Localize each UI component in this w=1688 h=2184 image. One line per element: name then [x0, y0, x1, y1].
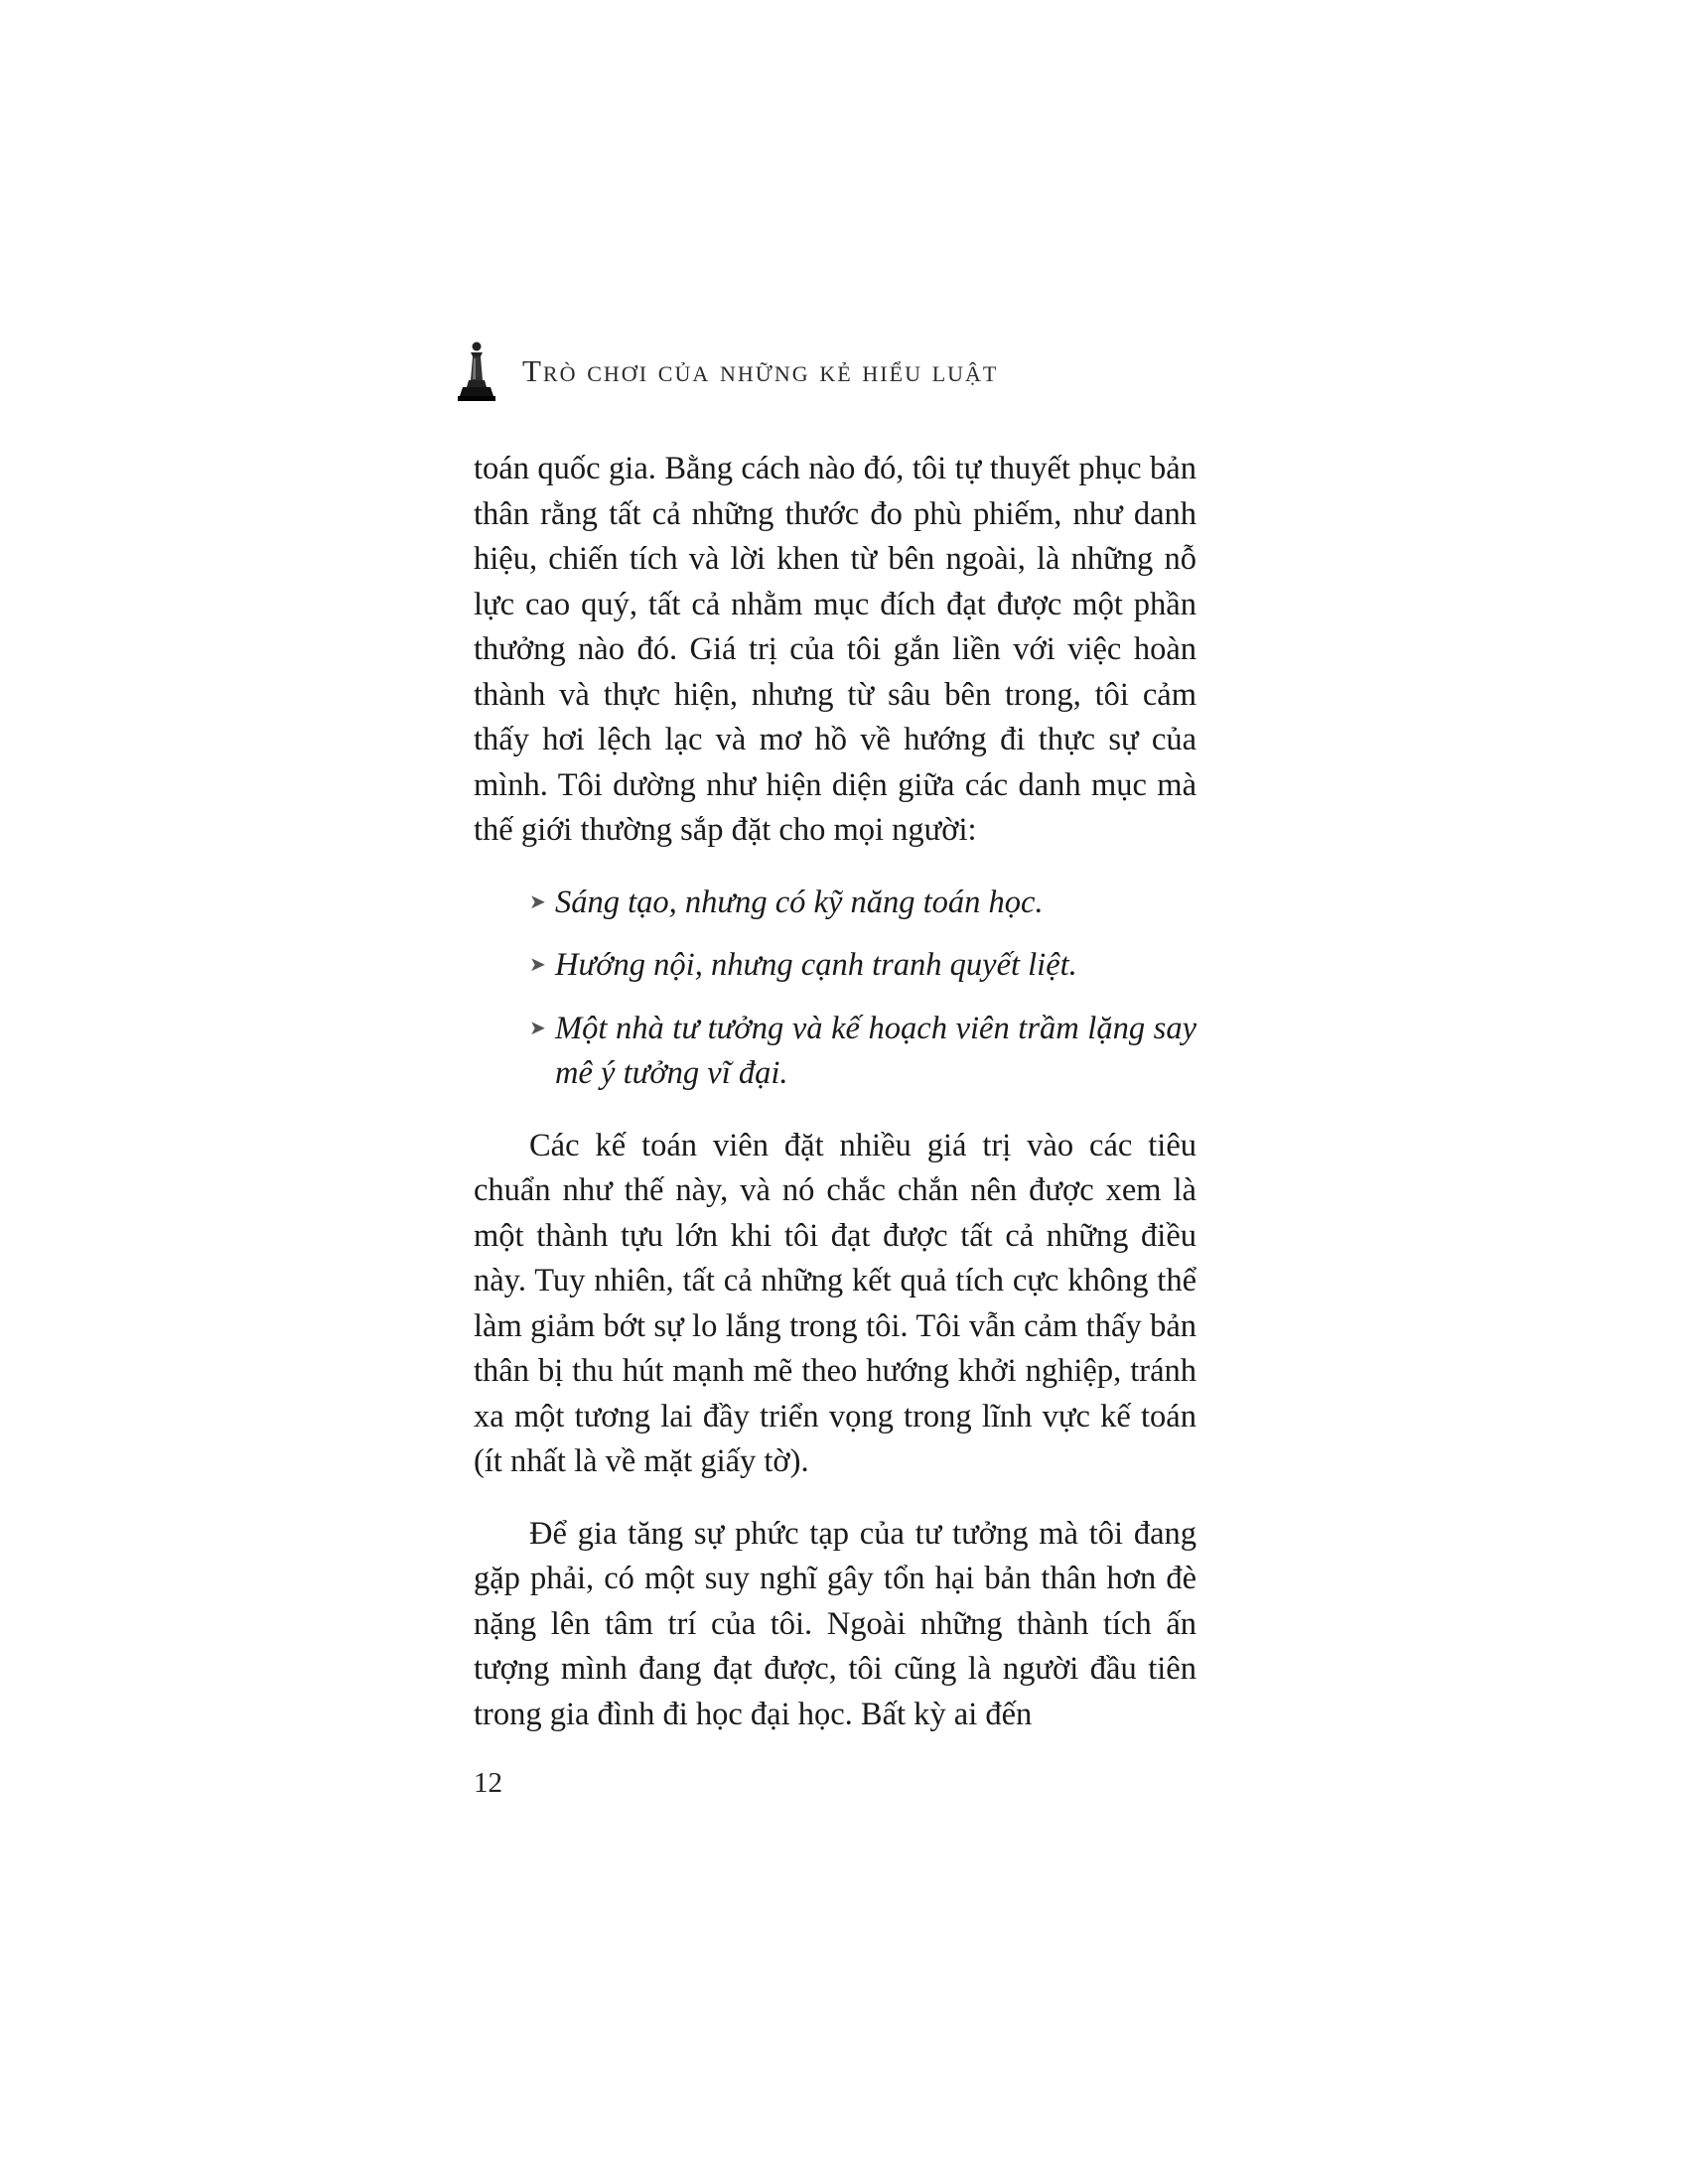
running-header — [457, 342, 998, 402]
page-number: 12 — [474, 1767, 502, 1799]
paragraph: toán quốc gia. Bằng cách nào đó, tôi tự thuyết phục bản thân rằng tất cả những thước đo phù phiếm, như danh hiệu, chiến tích và lời khen từ bên ngoài, là những nỗ lực cao quý, tất cả nhằm mục đích đạt được một phần thưởng nào đó. Giá trị của tôi gắn liền với việc hoàn thành và thực hiện, nhưng từ sâu bên trong, tôi cảm thấy hơi lệch lạc và mơ hồ về hướng đi thực sự của mình. Tôi dường như hiện diện giữa các danh mục mà thế giới thường sắp đặt cho mọi người: — [474, 451, 1196, 848]
bullet-item — [529, 943, 1196, 989]
paragraph: Các kế toán viên đặt nhiều giá trị vào các tiêu chuẩn như thế này, và nó chắc chắn nên được xem là một thành tựu lớn khi tôi đạt được tất cả những điều này. Tuy nhiên, tất cả những kết quả tích cực không thể làm giảm bớt sự lo lắng trong tôi. Tôi vẫn cảm thấy bản thân bị thu hút mạnh mẽ theo hướng khởi nghiệp, tránh xa một tương lai đầy triển vọng trong lĩnh vực kế toán (ít nhất là về mặt giấy tờ). — [474, 1127, 1196, 1479]
arrowhead-bullet-icon: ➤ — [529, 954, 546, 976]
arrowhead-bullet-icon: ➤ — [529, 890, 546, 913]
body-text — [474, 447, 1196, 1737]
bullet-text: Hướng nội, nhưng cạnh tranh quyết liệt. — [555, 947, 1077, 983]
running-header-title: Trò chơi của những kẻ hiểu luật — [522, 353, 999, 388]
bullet-text: Sáng tạo, nhưng có kỹ năng toán học. — [555, 884, 1044, 920]
chess-pawn-icon — [457, 341, 496, 402]
bullet-list — [474, 881, 1196, 1097]
bullet-item — [529, 1007, 1196, 1097]
arrowhead-bullet-icon: ➤ — [529, 1017, 546, 1039]
paragraph: Để gia tăng sự phức tạp của tư tưởng mà tôi đang gặp phải, có một suy nghĩ gây tổn hại bản thân hơn đè nặng lên tâm trí của tôi. Ngoài những thành tích ấn tượng mình đang đạt được, tôi cũng là người đầu tiên trong gia đình đi học đại học. Bất kỳ ai đến — [474, 1515, 1196, 1732]
bullet-item — [529, 881, 1196, 926]
bullet-text: Một nhà tư tưởng và kế hoạch viên trầm lặng say mê ý tưởng vĩ đại. — [555, 1010, 1196, 1091]
